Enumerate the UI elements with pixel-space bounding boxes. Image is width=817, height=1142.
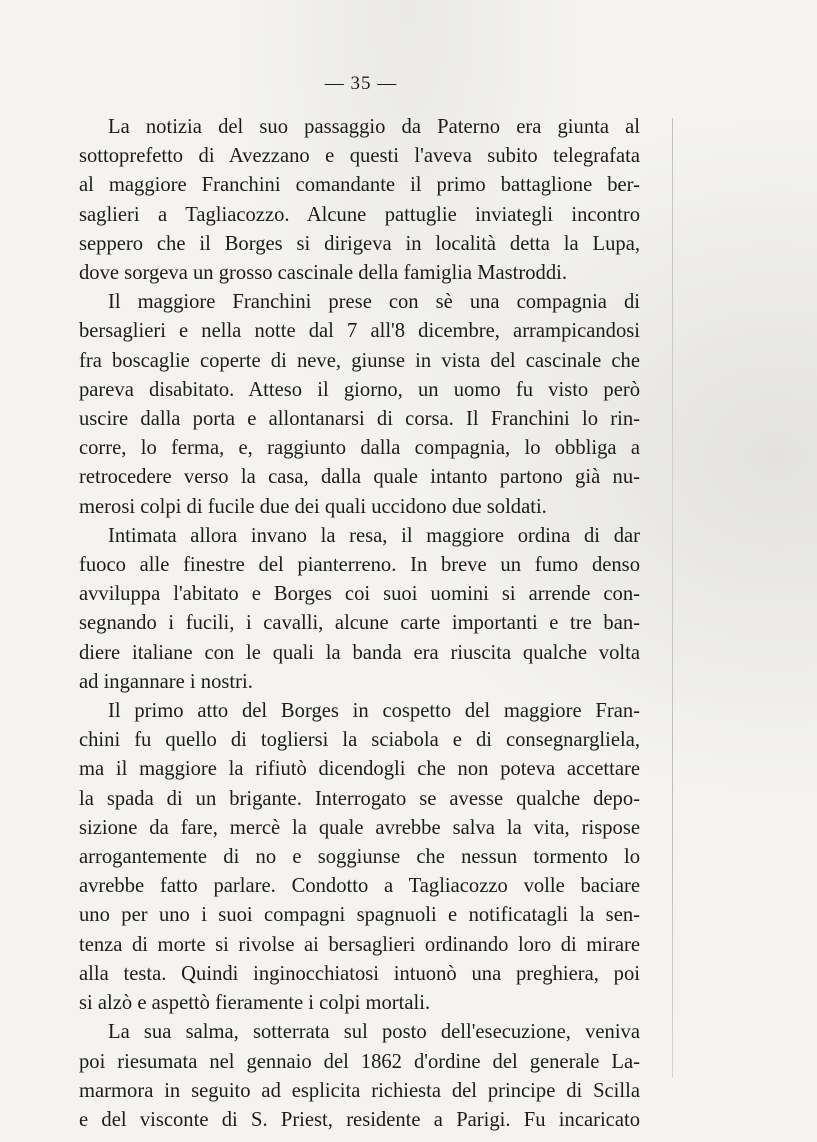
text-line: pareva disabitato. Atteso il giorno, un uomo fu visto però (79, 378, 640, 401)
page-number: — 35 — (324, 73, 398, 94)
text-line: dove sorgeva un grosso cascinale della famiglia Mastroddi. (79, 262, 568, 285)
text-line: arrogantemente di no e soggiunse che nessun tormento lo (79, 846, 640, 869)
text-line: marmora in seguito ad esplicita richiesta del principe di Scilla (79, 1079, 640, 1102)
text-line: ma il maggiore la rifiutò dicendogli che non poteva accettare (79, 758, 640, 781)
text-line: Il primo atto del Borges in cospetto del maggiore Fran- (108, 700, 640, 723)
text-line: La sua salma, sotterrata sul posto dell'esecuzione, veniva (108, 1021, 640, 1044)
text-line: diere italiane con le quali la banda era riuscita qualche volta (79, 641, 640, 664)
text-line: e del visconte di S. Priest, residente a Parigi. Fu incaricato (79, 1108, 640, 1131)
text-line: ad ingannare i nostri. (79, 670, 253, 693)
page-edge-shadow (672, 118, 673, 1078)
text-line: Il maggiore Franchini prese con sè una compagnia di (108, 291, 640, 314)
text-line: si alzò e aspettò fieramente i colpi mortali. (79, 992, 431, 1015)
paragraph (79, 1018, 640, 1135)
body-text (79, 113, 640, 1135)
text-line: corre, lo ferma, e, raggiunto dalla compagnia, lo obbliga a (79, 437, 640, 460)
text-line: merosi colpi di fucile due dei quali uccidono due soldati. (79, 495, 547, 518)
text-line: fuoco alle finestre del pianterreno. In breve un fumo denso (79, 554, 640, 577)
text-line: seppero che il Borges si dirigeva in località detta la Lupa, (79, 232, 640, 255)
text-line: avviluppa l'abitato e Borges coi suoi uomini si arrende con- (79, 583, 640, 606)
paragraph (79, 113, 640, 288)
text-line: sizione da fare, mercè la quale avrebbe salva la vita, rispose (79, 816, 640, 839)
text-line: avrebbe fatto parlare. Condotto a Tagliacozzo volle baciare (79, 875, 640, 898)
text-line: bersaglieri e nella notte dal 7 all'8 dicembre, arrampicandosi (79, 320, 640, 343)
text-line: uno per uno i suoi compagni spagnuoli e notificatagli la sen- (79, 904, 640, 927)
text-line: sottoprefetto di Avezzano e questi l'aveva subito telegrafata (79, 145, 640, 168)
text-line: saglieri a Tagliacozzo. Alcune pattuglie inviategli incontro (79, 203, 640, 226)
text-line: tenza di morte si rivolse ai bersaglieri ordinando loro di mirare (79, 933, 640, 956)
text-line: fra boscaglie coperte di neve, giunse in vista del cascinale che (79, 349, 640, 372)
text-line: alla testa. Quindi inginocchiatosi intuonò una preghiera, poi (79, 962, 640, 985)
text-line: la spada di un brigante. Interrogato se avesse qualche depo- (79, 787, 640, 810)
text-line: Intimata allora invano la resa, il maggiore ordina di dar (108, 524, 640, 547)
text-line: uscire dalla porta e allontanarsi di corsa. Il Franchini lo rin- (79, 408, 640, 431)
text-line: retrocedere verso la casa, dalla quale intanto partono già nu- (79, 466, 640, 489)
text-line: La notizia del suo passaggio da Paterno era giunta al (108, 116, 640, 138)
paragraph (79, 697, 640, 1018)
text-line: chini fu quello di togliersi la sciabola e di consegnargliela, (79, 729, 640, 752)
paragraph (79, 522, 640, 697)
text-line: poi riesumata nel gennaio del 1862 d'ordine del generale La- (79, 1050, 640, 1073)
text-line: al maggiore Franchini comandante il primo battaglione ber- (79, 174, 640, 197)
paragraph (79, 288, 640, 522)
text-line: segnando i fucili, i cavalli, alcune carte importanti e tre ban- (79, 612, 640, 635)
